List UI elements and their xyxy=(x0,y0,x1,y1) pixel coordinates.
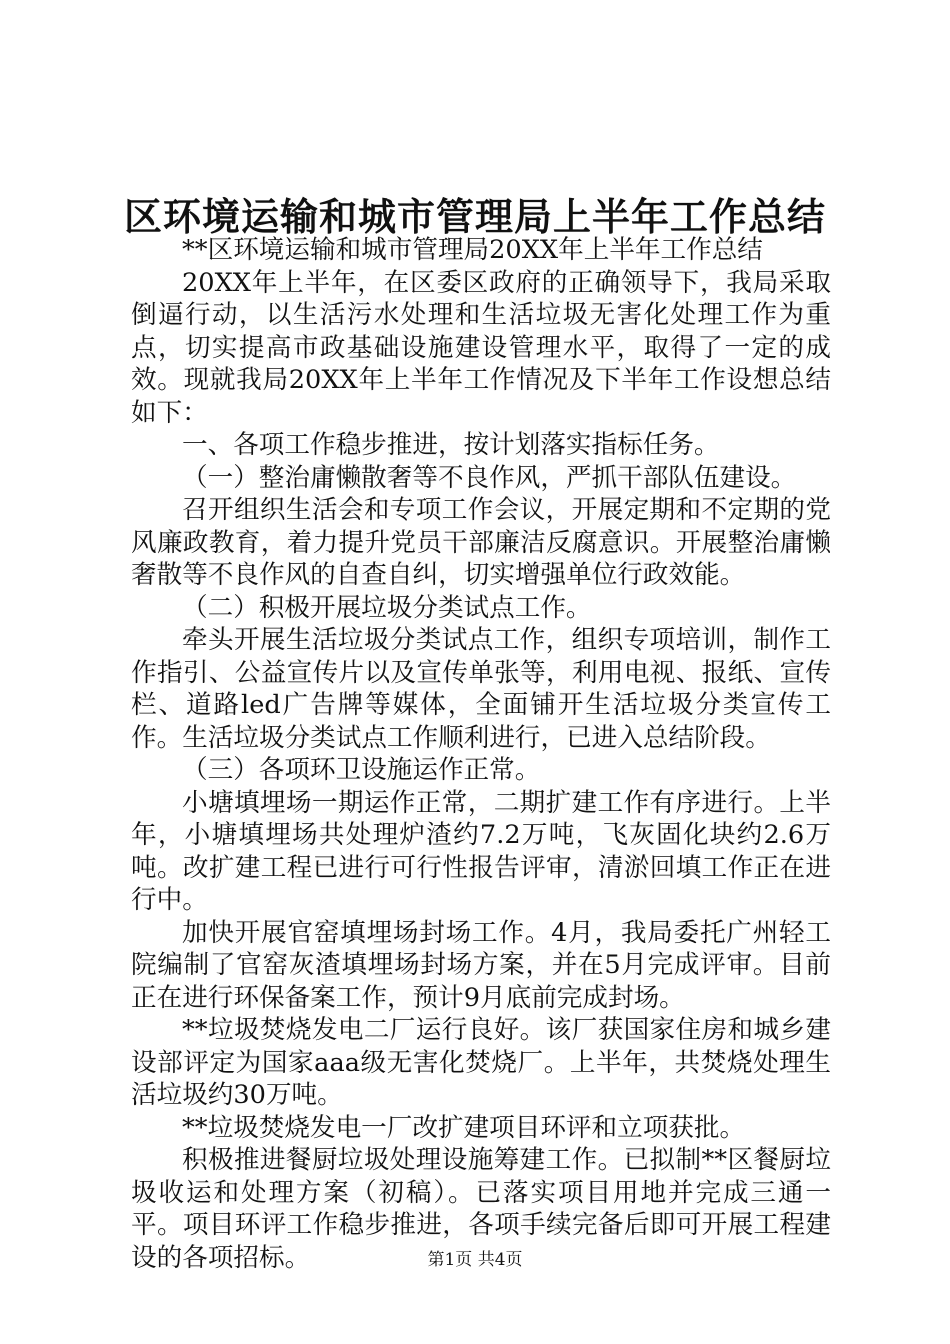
paragraph: 牵头开展生活垃圾分类试点工作，组织专项培训，制作工作指引、公益宣传片以及宣传单张等，利用电视、报纸、宣传栏、道路led广告牌等媒体，全面铺开生活垃圾分类宣传工作。生活垃圾分类试点工作顺利进行，已进入总结阶段。 xyxy=(131,625,831,753)
paragraph: 积极推进餐厨垃圾处理设施筹建工作。已拟制**区餐厨垃圾收运和处理方案（初稿）。已落实项目用地并完成三通一平。项目环评工作稳步推进，各项手续完备后即可开展工程建设的各项招标。 xyxy=(131,1145,831,1273)
document-body xyxy=(131,234,831,1274)
paragraph: 小塘填埋场一期运作正常，二期扩建工作有序进行。上半年，小塘填埋场共处理炉渣约7.2万吨，飞灰固化块约2.6万吨。改扩建工程已进行可行性报告评审，清淤回填工作正在进行中。 xyxy=(131,787,831,915)
paragraph: （二）积极开展垃圾分类试点工作。 xyxy=(182,592,592,623)
paragraph: （三）各项环卫设施运作正常。 xyxy=(182,755,541,785)
paragraph: 召开组织生活会和专项工作会议，开展定期和不定期的党风廉政教育，着力提升党员干部廉洁反腐意识。开展整治庸懒奢散等不良作风的自查自纠，切实增强单位行政效能。 xyxy=(131,495,831,590)
page-footer: 第1页 共4页 xyxy=(427,1250,523,1270)
document-title: 区环境运输和城市管理局上半年工作总结 xyxy=(123,194,826,239)
paragraph: **区环境运输和城市管理局20XX年上半年工作总结 xyxy=(182,235,763,265)
paragraph: 20XX年上半年，在区委区政府的正确领导下，我局采取倒逼行动，以生活污水处理和生活垃圾无害化处理工作为重点，切实提高市政基础设施建设管理水平，取得了一定的成效。现就我局20XX年上半年工作情况及下半年工作设想总结如下： xyxy=(131,267,831,428)
paragraph: 一、各项工作稳步推进，按计划落实指标任务。 xyxy=(182,430,720,460)
paragraph: 加快开展官窑填埋场封场工作。4月，我局委托广州轻工院编制了官窑灰渣填埋场封场方案，并在5月完成评审。目前正在进行环保备案工作，预计9月底前完成封场。 xyxy=(131,917,831,1013)
paragraph: **垃圾焚烧发电一厂改扩建项目环评和立项获批。 xyxy=(182,1112,746,1143)
paragraph: **垃圾焚烧发电二厂运行良好。该厂获国家住房和城乡建设部评定为国家aaa级无害化焚烧厂。上半年，共焚烧处理生活垃圾约30万吨。 xyxy=(131,1015,831,1110)
paragraph: （一）整治庸懒散奢等不良作风，严抓干部队伍建设。 xyxy=(182,462,797,493)
